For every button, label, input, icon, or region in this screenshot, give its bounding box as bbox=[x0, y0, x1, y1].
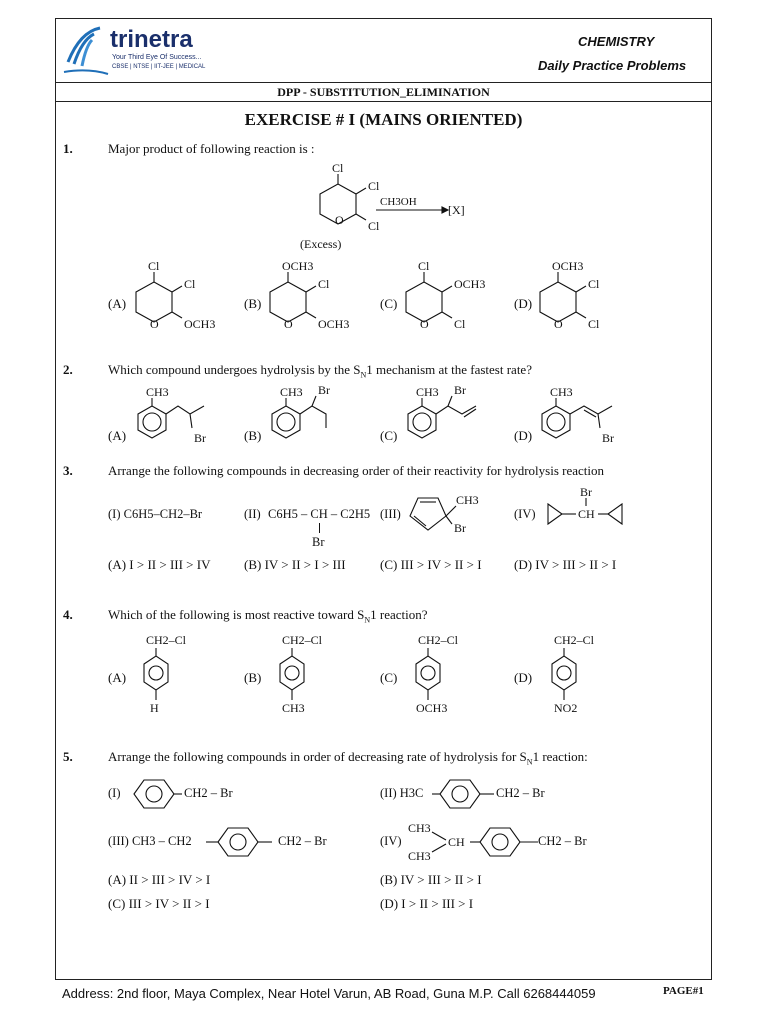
q3-compound-i: (I) C6H5–CH2–Br bbox=[108, 507, 203, 521]
q3-compound-ii-label: (II) bbox=[244, 507, 261, 521]
svg-text:Cl: Cl bbox=[184, 277, 196, 291]
header-divider bbox=[55, 82, 712, 83]
svg-text:CH3: CH3 bbox=[408, 849, 431, 863]
q5-compound-ii-right: CH2 – Br bbox=[496, 786, 545, 800]
q5-number: 5. bbox=[63, 749, 73, 764]
q2-option-d-structure bbox=[532, 384, 642, 450]
svg-text:Br: Br bbox=[318, 384, 330, 397]
q1-product: [X] bbox=[448, 203, 465, 217]
q3-choice-d: (D) IV > III > II > I bbox=[514, 557, 617, 572]
svg-text:CH3: CH3 bbox=[282, 701, 305, 715]
q1-reactant-note: (Excess) bbox=[300, 237, 342, 251]
svg-text:CH2–Cl: CH2–Cl bbox=[554, 633, 595, 647]
q5-compound-ii-label: (II) H3C bbox=[380, 786, 424, 800]
svg-text:CH2–Cl: CH2–Cl bbox=[418, 633, 459, 647]
svg-text:H: H bbox=[150, 701, 159, 715]
q4-option-d-label: (D) bbox=[514, 670, 533, 685]
q3-compound-iii-structure bbox=[404, 486, 494, 542]
q5-compound-iv-structure bbox=[404, 818, 540, 868]
q5-compound-i-ring bbox=[124, 774, 184, 814]
svg-text:OCH3: OCH3 bbox=[454, 277, 486, 291]
q1-text: Major product of following reaction is : bbox=[108, 141, 315, 156]
q1-number: 1. bbox=[63, 141, 73, 156]
q4-option-c-structure bbox=[408, 630, 488, 720]
svg-text:O: O bbox=[150, 317, 159, 331]
svg-text:CH3: CH3 bbox=[416, 385, 439, 399]
svg-text:O: O bbox=[420, 317, 429, 331]
svg-text:CH3: CH3 bbox=[408, 821, 431, 835]
svg-text:Cl: Cl bbox=[368, 179, 380, 193]
logo bbox=[60, 22, 250, 80]
q5-choice-c: (C) III > IV > II > I bbox=[108, 896, 210, 911]
svg-text:CH3: CH3 bbox=[280, 385, 303, 399]
svg-text:CH3: CH3 bbox=[550, 385, 573, 399]
logo-wordmark: trinetra bbox=[110, 26, 193, 53]
q3-choice-a: (A) I > II > III > IV bbox=[108, 557, 211, 572]
q4-option-a-label: (A) bbox=[108, 670, 127, 685]
q5-choice-b: (B) IV > III > II > I bbox=[380, 872, 482, 887]
q5-compound-iii-right: CH2 – Br bbox=[278, 834, 327, 848]
svg-text:Br: Br bbox=[580, 485, 592, 499]
svg-text:Cl: Cl bbox=[588, 317, 600, 331]
q3-choice-c: (C) III > IV > II > I bbox=[380, 557, 482, 572]
svg-text:CH2–Cl: CH2–Cl bbox=[282, 633, 323, 647]
q4-option-c-label: (C) bbox=[380, 670, 398, 685]
q3-compound-iii-label: (III) bbox=[380, 507, 401, 521]
q5-text: Arrange the following compounds in order of decreasing rate of hydrolysis for $S_N1$ reaction: bbox=[108, 749, 588, 767]
q4-option-b-label: (B) bbox=[244, 670, 262, 685]
logo-courses: CBSE | NTSE | IIT-JEE | MEDICAL bbox=[112, 64, 206, 70]
q1-option-b-label: (B) bbox=[244, 296, 262, 311]
q2-option-b-label: (B) bbox=[244, 428, 262, 443]
svg-text:CH: CH bbox=[448, 835, 465, 849]
svg-text:CH2–Cl: CH2–Cl bbox=[146, 633, 187, 647]
q1-option-d-label: (D) bbox=[514, 296, 533, 311]
svg-text:CH: CH bbox=[578, 507, 595, 521]
q3-choice-b: (B) IV > II > I > III bbox=[244, 557, 346, 572]
q4-option-b-structure bbox=[272, 630, 352, 720]
q1-option-d-structure bbox=[532, 256, 642, 336]
q3-text: Arrange the following compounds in decreasing order of their reactivity for hydrolysis reaction bbox=[108, 463, 605, 478]
q5-compound-iii-ring bbox=[206, 822, 276, 862]
q5-compound-i-right: CH2 – Br bbox=[184, 786, 233, 800]
q5-choice-a: (A) II > III > IV > I bbox=[108, 872, 211, 887]
q5-compound-iv-right: CH2 – Br bbox=[538, 834, 587, 848]
q1-ring-oxygen: O bbox=[335, 213, 344, 227]
svg-text:OCH3: OCH3 bbox=[552, 259, 584, 273]
footer-address: Address: 2nd floor, Maya Complex, Near Hotel Varun, AB Road, Guna M.P. Call 6268444059 bbox=[62, 986, 596, 1001]
q2-option-a-structure bbox=[128, 384, 238, 450]
exercise-title: EXERCISE # I (MAINS ORIENTED) bbox=[244, 110, 523, 129]
q1-reaction bbox=[290, 158, 490, 254]
svg-text:Cl: Cl bbox=[318, 277, 330, 291]
svg-text:Br: Br bbox=[602, 431, 614, 445]
q5-choice-d: (D) I > II > III > I bbox=[380, 896, 474, 911]
svg-text:CH3: CH3 bbox=[456, 493, 479, 507]
svg-text:OCH3: OCH3 bbox=[184, 317, 216, 331]
q4-option-d-structure bbox=[544, 630, 624, 720]
q3-compound-ii-formula: C6H5 – CH – C2H5 bbox=[268, 507, 371, 521]
q3-compound-ii-br: Br bbox=[312, 535, 325, 549]
svg-text:Cl: Cl bbox=[454, 317, 466, 331]
q1-option-a-structure bbox=[128, 256, 238, 336]
subject-title: CHEMISTRY bbox=[578, 34, 655, 49]
q1-option-b-structure bbox=[262, 256, 372, 336]
svg-text:Cl: Cl bbox=[418, 259, 430, 273]
q2-option-c-structure bbox=[398, 384, 508, 450]
svg-text:Br: Br bbox=[454, 384, 466, 397]
svg-text:Cl: Cl bbox=[148, 259, 160, 273]
svg-text:NO2: NO2 bbox=[554, 701, 578, 715]
svg-text:Br: Br bbox=[454, 521, 466, 535]
series-title: Daily Practice Problems bbox=[538, 58, 687, 73]
q5-compound-iii-label: (III) CH3 – CH2 bbox=[108, 834, 192, 848]
q1-reagent: CH3OH bbox=[380, 196, 417, 208]
q1-option-c-label: (C) bbox=[380, 296, 398, 311]
q2-text: Which compound undergoes hydrolysis by the $S_N1$ mechanism at the fastest rate? bbox=[108, 362, 532, 380]
q3-compound-iv-structure bbox=[546, 484, 636, 530]
q3-compound-iv-label: (IV) bbox=[514, 507, 536, 521]
svg-text:Cl: Cl bbox=[588, 277, 600, 291]
q2-option-c-label: (C) bbox=[380, 428, 398, 443]
q2-option-a-label: (A) bbox=[108, 428, 127, 443]
q5-compound-i-label: (I) bbox=[108, 786, 121, 800]
svg-text:OCH3: OCH3 bbox=[282, 259, 314, 273]
q2-option-d-label: (D) bbox=[514, 428, 533, 443]
q5-compound-iv-label: (IV) bbox=[380, 834, 402, 848]
q5-compound-ii-ring bbox=[432, 774, 498, 814]
page-number: PAGE#1 bbox=[663, 985, 704, 997]
svg-text:Cl: Cl bbox=[332, 161, 344, 175]
q4-text: Which of the following is most reactive toward $S_N1$ reaction? bbox=[108, 607, 428, 625]
svg-text:O: O bbox=[284, 317, 293, 331]
q2-number: 2. bbox=[63, 362, 73, 377]
svg-text:OCH3: OCH3 bbox=[416, 701, 448, 715]
svg-text:Br: Br bbox=[194, 431, 206, 445]
q1-option-c-structure bbox=[398, 256, 508, 336]
q3-compound-ii-bond bbox=[319, 523, 320, 533]
svg-text:CH3: CH3 bbox=[146, 385, 169, 399]
q2-option-b-structure bbox=[262, 384, 372, 450]
q1-option-a-label: (A) bbox=[108, 296, 127, 311]
svg-text:O: O bbox=[554, 317, 563, 331]
logo-tagline: Your Third Eye Of Success... bbox=[112, 54, 202, 61]
q4-number: 4. bbox=[63, 607, 73, 622]
topic-divider bbox=[55, 101, 712, 102]
topic-title: DPP - SUBSTITUTION_ELIMINATION bbox=[277, 85, 490, 99]
svg-text:OCH3: OCH3 bbox=[318, 317, 350, 331]
svg-text:Cl: Cl bbox=[368, 219, 380, 233]
q4-option-a-structure bbox=[136, 630, 216, 720]
q3-number: 3. bbox=[63, 463, 73, 478]
